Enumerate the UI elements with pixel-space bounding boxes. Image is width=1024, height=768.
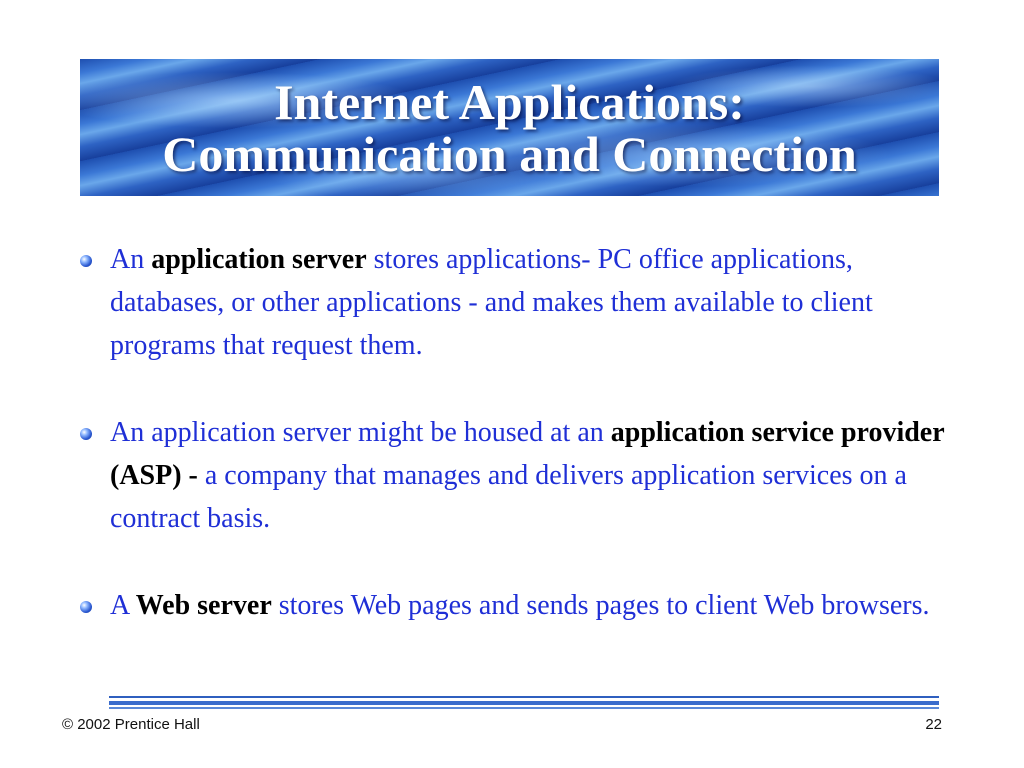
- page-number: 22: [925, 716, 942, 733]
- title-banner: [80, 59, 939, 196]
- bullet-text-pre: A: [110, 590, 136, 621]
- slide-title-line-1: Internet Applications:: [274, 73, 745, 130]
- bullet-list: [80, 238, 950, 627]
- bullet-text-post: a company that manages and delivers application services on a contract basis.: [110, 460, 907, 534]
- bullet-text-pre: An: [110, 244, 152, 275]
- bullet-keyword: Web server: [135, 590, 272, 621]
- footer-divider-line: [109, 701, 939, 705]
- bullet-item-asp: [80, 411, 950, 540]
- footer-divider: [109, 696, 939, 710]
- bullet-dot-icon: [80, 428, 92, 440]
- bullet-item-web-server: [80, 584, 950, 627]
- slide-title-line-2: Communication and Connection: [162, 125, 857, 182]
- bullet-text-post: stores applications- PC office applications, databases, or other applications - and makes them available to client programs that request them.: [110, 244, 873, 361]
- footer-divider-line: [109, 707, 939, 709]
- footer-copyright: © 2002 Prentice Hall: [62, 716, 200, 733]
- bullet-dot-icon: [80, 255, 92, 267]
- bullet-keyword: application server: [151, 244, 367, 275]
- bullet-dot-icon: [80, 601, 92, 613]
- footer-divider-line: [109, 696, 939, 698]
- bullet-text-post: stores Web pages and sends pages to client Web browsers.: [271, 590, 930, 621]
- bullet-item-application-server: [80, 238, 950, 367]
- bullet-keyword: application service provider (ASP) -: [110, 417, 945, 491]
- bullet-text-pre: An application server might be housed at an: [110, 417, 611, 448]
